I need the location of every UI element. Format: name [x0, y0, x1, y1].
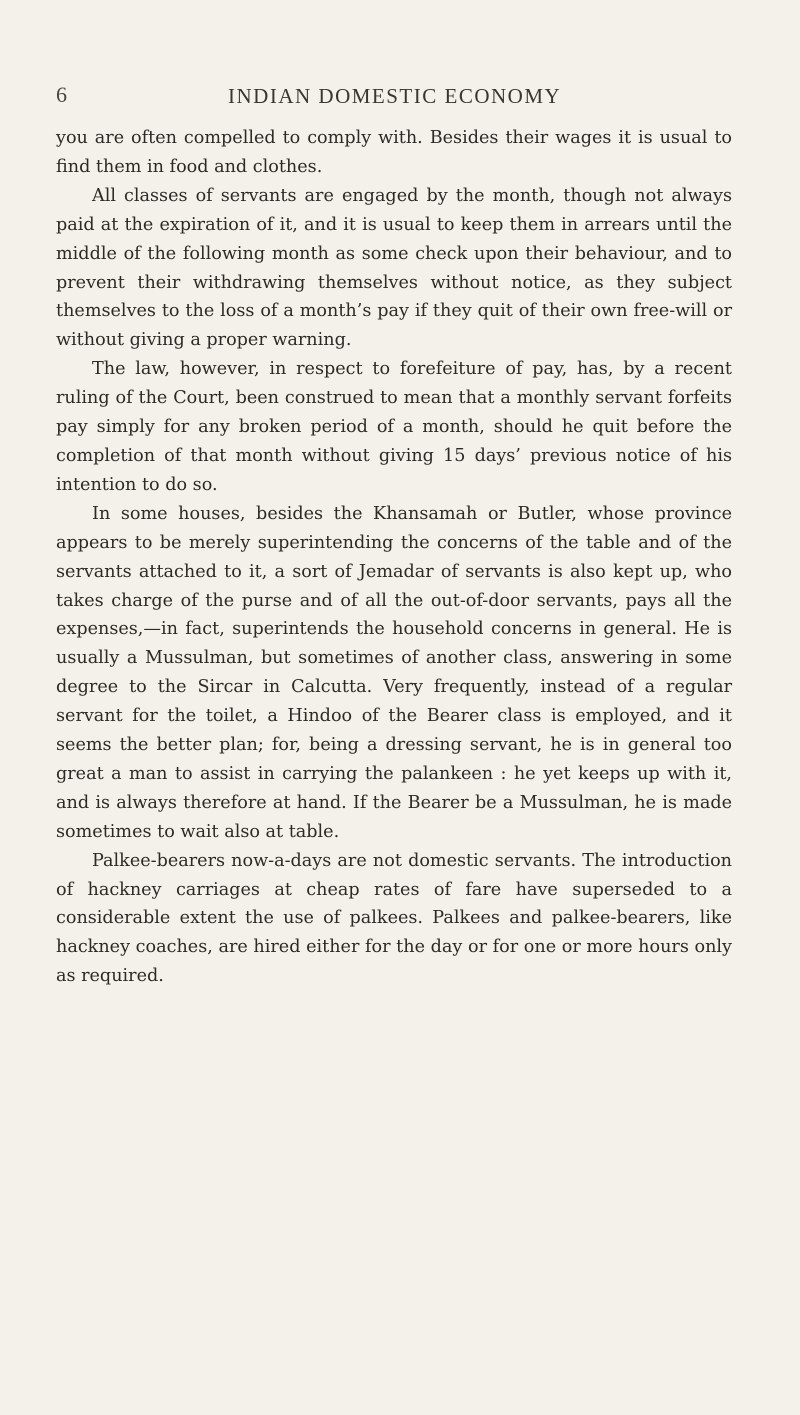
paragraph-forfeiture-law: The law, however, in respect to forefeiture of pay, has, by a recent ruling of the Court, been construed to mean that a monthly servant forfeits pay simply for any broken period of a month, should he quit before the completion of that month without giving 15 days’ previous notice of his intention to do so. [56, 359, 732, 495]
paragraph-engagement: All classes of servants are engaged by the month, though not always paid at the expiration of it, and it is usual to keep them in arrears until the middle of the following month as some check upon their behaviour, and to prevent their withdrawing themselves without notice, as they subject themselves to the loss of a month’s pay if they quit of their own free-will or without giving a proper warning. [56, 185, 732, 351]
paragraph-jemadar: In some houses, besides the Khansamah or Butler, whose province appears to be merely superintending the concerns of the table and of the servants attached to it, a sort of Jemadar of servants is also kept up, who takes charge of the purse and of all the out-of-door servants, pays all the expenses,—in fact, superintends the household concerns in general. He is usually a Mussulman, but sometimes of another class, answering in some degree to the Sircar in Calcutta. Very frequently, instead of a regular servant for the toilet, a Hindoo of the Bearer class is employed, and it seems the better plan; for, being a dressing servant, he is in general too great a man to assist in carrying the palankeen : he yet keeps up with it, and is always therefore at hand. If the Bearer be a Mussulman, he is made sometimes to wait also at table. [56, 503, 732, 842]
page-number: 6 [56, 82, 67, 107]
running-title: INDIAN DOMESTIC ECONOMY [228, 84, 562, 108]
running-header [0, 82, 800, 110]
body-text [56, 124, 732, 991]
paragraph-palkee-bearers: Palkee-bearers now-a-days are not domestic servants. The introduction of hackney carriages at cheap rates of fare have superseded to a considerable extent the use of palkees. Palkees and palkee-bearers, like hackney coaches, are hired either for the day or for one or more hours only as required. [56, 850, 732, 987]
paragraph-continuation: you are often compelled to comply with. Besides their wages it is usual to find them in food and clothes. [56, 128, 732, 177]
